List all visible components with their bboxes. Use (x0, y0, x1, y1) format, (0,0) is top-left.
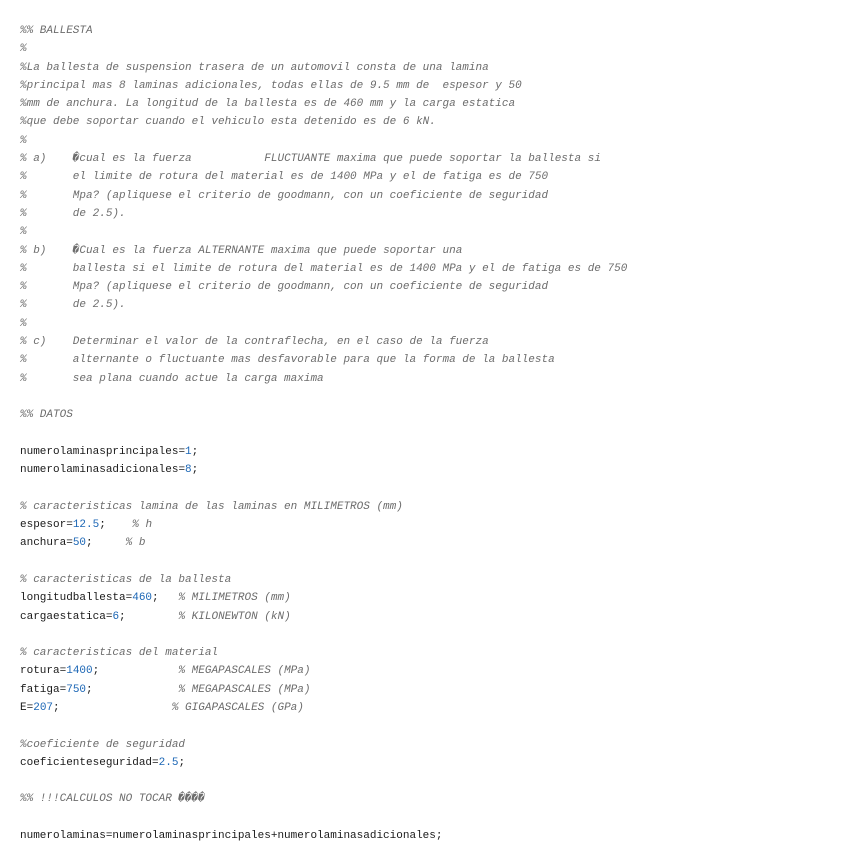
code-line-blank[interactable] (20, 626, 848, 644)
inline-comment: % h (132, 519, 153, 532)
numeric-value: 460 (132, 592, 153, 605)
comment-text: % el limite de rotura del material es de 1400 MPa y el de fatiga es de 750 (20, 171, 549, 184)
code-line-blank[interactable] (20, 553, 848, 571)
comment-text: % de 2.5). (20, 207, 126, 220)
code-line-comment[interactable] (20, 370, 848, 388)
comment-text: %% BALLESTA (20, 25, 93, 37)
code-line-comment[interactable] (20, 168, 848, 186)
code-line-assignment[interactable]: espesor=12.5; % h (20, 519, 153, 532)
variable-name: anchura (20, 537, 67, 550)
numeric-value: 1 (185, 445, 192, 458)
code-line-comment[interactable] (20, 406, 848, 424)
code-line-comment[interactable] (20, 736, 848, 754)
variable-name: numerolaminasadicionales (20, 464, 179, 477)
comment-text: % Mpa? (apliquese el criterio de goodmann, con un coeficiente de seguridad (20, 189, 549, 202)
code-line-assignment[interactable]: E=207; % GIGAPASCALES (GPa) (20, 701, 304, 714)
variable-name: numerolaminasprincipales (20, 445, 179, 458)
code-line-comment[interactable] (20, 132, 848, 150)
code-line-comment[interactable] (20, 242, 848, 260)
comment-text: %mm de anchura. La longitud de la ballesta es de 460 mm y la carga estatica (20, 98, 516, 111)
code-line-comment[interactable] (20, 498, 848, 516)
variable-name: longitudballesta (20, 592, 126, 605)
comment-text: % (20, 226, 27, 239)
variable-name: fatiga (20, 683, 60, 696)
comment-text: % de 2.5). (20, 299, 126, 312)
inline-comment: % MEGAPASCALES (MPa) (178, 683, 311, 696)
comment-text: % (20, 134, 27, 147)
comment-text: % caracteristicas de la ballesta (20, 573, 232, 586)
code-line-comment[interactable] (20, 315, 848, 333)
code-line-comment[interactable] (20, 59, 848, 77)
comment-text: % alternante o fluctuante mas desfavorable para que la forma de la ballesta (20, 354, 555, 367)
comment-text: %% DATOS (20, 409, 73, 422)
code-line-comment[interactable] (20, 278, 848, 296)
numeric-value: 207 (33, 701, 54, 714)
inline-comment: % KILONEWTON (kN) (178, 610, 291, 623)
code-line-assignment[interactable]: coeficienteseguridad=2.5; (20, 756, 186, 769)
code-line-comment[interactable] (20, 351, 848, 369)
code-editor[interactable] (20, 22, 848, 845)
code-line-comment[interactable] (20, 95, 848, 113)
code-line-comment[interactable] (20, 150, 848, 168)
code-line-comment[interactable] (20, 260, 848, 278)
comment-text: % caracteristicas del material (20, 647, 219, 660)
numeric-value: 750 (66, 683, 87, 696)
code-line-blank[interactable] (20, 717, 848, 735)
code-line-comment[interactable] (20, 571, 848, 589)
comment-text: %coeficiente de seguridad (20, 738, 186, 751)
code-line-comment[interactable] (20, 790, 848, 808)
inline-comment: % MEGAPASCALES (MPa) (178, 665, 311, 678)
code-line-blank[interactable] (20, 425, 848, 443)
inline-comment: % MILIMETROS (mm) (178, 592, 291, 605)
code-line-assignment[interactable]: numerolaminasprincipales=1; (20, 445, 199, 458)
code-line-comment[interactable] (20, 296, 848, 314)
comment-text: % Mpa? (apliquese el criterio de goodmann, con un coeficiente de seguridad (20, 281, 549, 294)
numeric-value: 50 (72, 537, 87, 550)
code-line-comment[interactable] (20, 40, 848, 58)
code-line-comment[interactable] (20, 205, 848, 223)
comment-text: %principal mas 8 laminas adicionales, todas ellas de 9.5 mm de espesor y 50 (20, 79, 522, 92)
code-line-comment[interactable] (20, 223, 848, 241)
comment-text: %La ballesta de suspension trasera de un automovil consta de una lamina (20, 61, 489, 74)
comment-text: %% !!!CALCULOS NO TOCAR ���� (20, 793, 205, 806)
code-line-comment[interactable] (20, 22, 848, 40)
comment-text: % a) �cual es la fuerza FLUCTUANTE maxima que puede soportar la ballesta si (20, 153, 601, 166)
variable-name: E (20, 701, 27, 714)
code-line-blank[interactable] (20, 479, 848, 497)
comment-text: % (20, 43, 27, 56)
numeric-value: 2.5 (158, 756, 179, 769)
code-line-blank[interactable] (20, 388, 848, 406)
comment-text: % caracteristicas lamina de las laminas en MILIMETROS (mm) (20, 500, 403, 513)
variable-name: coeficienteseguridad (20, 756, 153, 769)
code-line-assignment[interactable]: numerolaminasadicionales=8; (20, 464, 199, 477)
inline-comment: % b (125, 537, 146, 550)
numeric-value: 1400 (66, 665, 93, 678)
code-line-comment[interactable] (20, 77, 848, 95)
numeric-value: 12.5 (72, 519, 100, 532)
comment-text: % c) Determinar el valor de la contraflecha, en el caso de la fuerza (20, 336, 489, 349)
comment-text: % b) �Cual es la fuerza ALTERNANTE maxima que puede soportar una (20, 244, 463, 257)
code-line-blank[interactable] (20, 772, 848, 790)
comment-text: % ballesta si el limite de rotura del material es de 1400 MPa y el de fatiga es de 750 (20, 262, 628, 275)
code-line-assignment[interactable]: longitudballesta=460; % MILIMETROS (mm) (20, 592, 291, 605)
variable-name: cargaestatica (20, 610, 106, 623)
variable-name: espesor (20, 519, 67, 532)
code-line-assignment[interactable]: fatiga=750; % MEGAPASCALES (MPa) (20, 683, 311, 696)
inline-comment: % GIGAPASCALES (GPa) (171, 701, 304, 714)
code-line[interactable] (20, 827, 848, 845)
numeric-value: 6 (112, 610, 120, 623)
code-line-comment[interactable] (20, 187, 848, 205)
code-text: numerolaminas=numerolaminasprincipales+numerolaminasadicionales; (20, 830, 443, 843)
code-line-comment[interactable] (20, 113, 848, 131)
code-line-blank[interactable] (20, 809, 848, 827)
comment-text: %que debe soportar cuando el vehiculo esta detenido es de 6 kN. (20, 116, 436, 129)
code-line-assignment[interactable]: anchura=50; % b (20, 537, 146, 550)
code-line-assignment[interactable]: rotura=1400; % MEGAPASCALES (MPa) (20, 665, 311, 678)
code-line-comment[interactable] (20, 644, 848, 662)
variable-name: rotura (20, 665, 60, 678)
comment-text: % (20, 317, 27, 330)
numeric-value: 8 (185, 464, 192, 477)
code-line-comment[interactable] (20, 333, 848, 351)
code-line-assignment[interactable]: cargaestatica=6; % KILONEWTON (kN) (20, 610, 291, 623)
comment-text: % sea plana cuando actue la carga maxima (20, 372, 324, 385)
